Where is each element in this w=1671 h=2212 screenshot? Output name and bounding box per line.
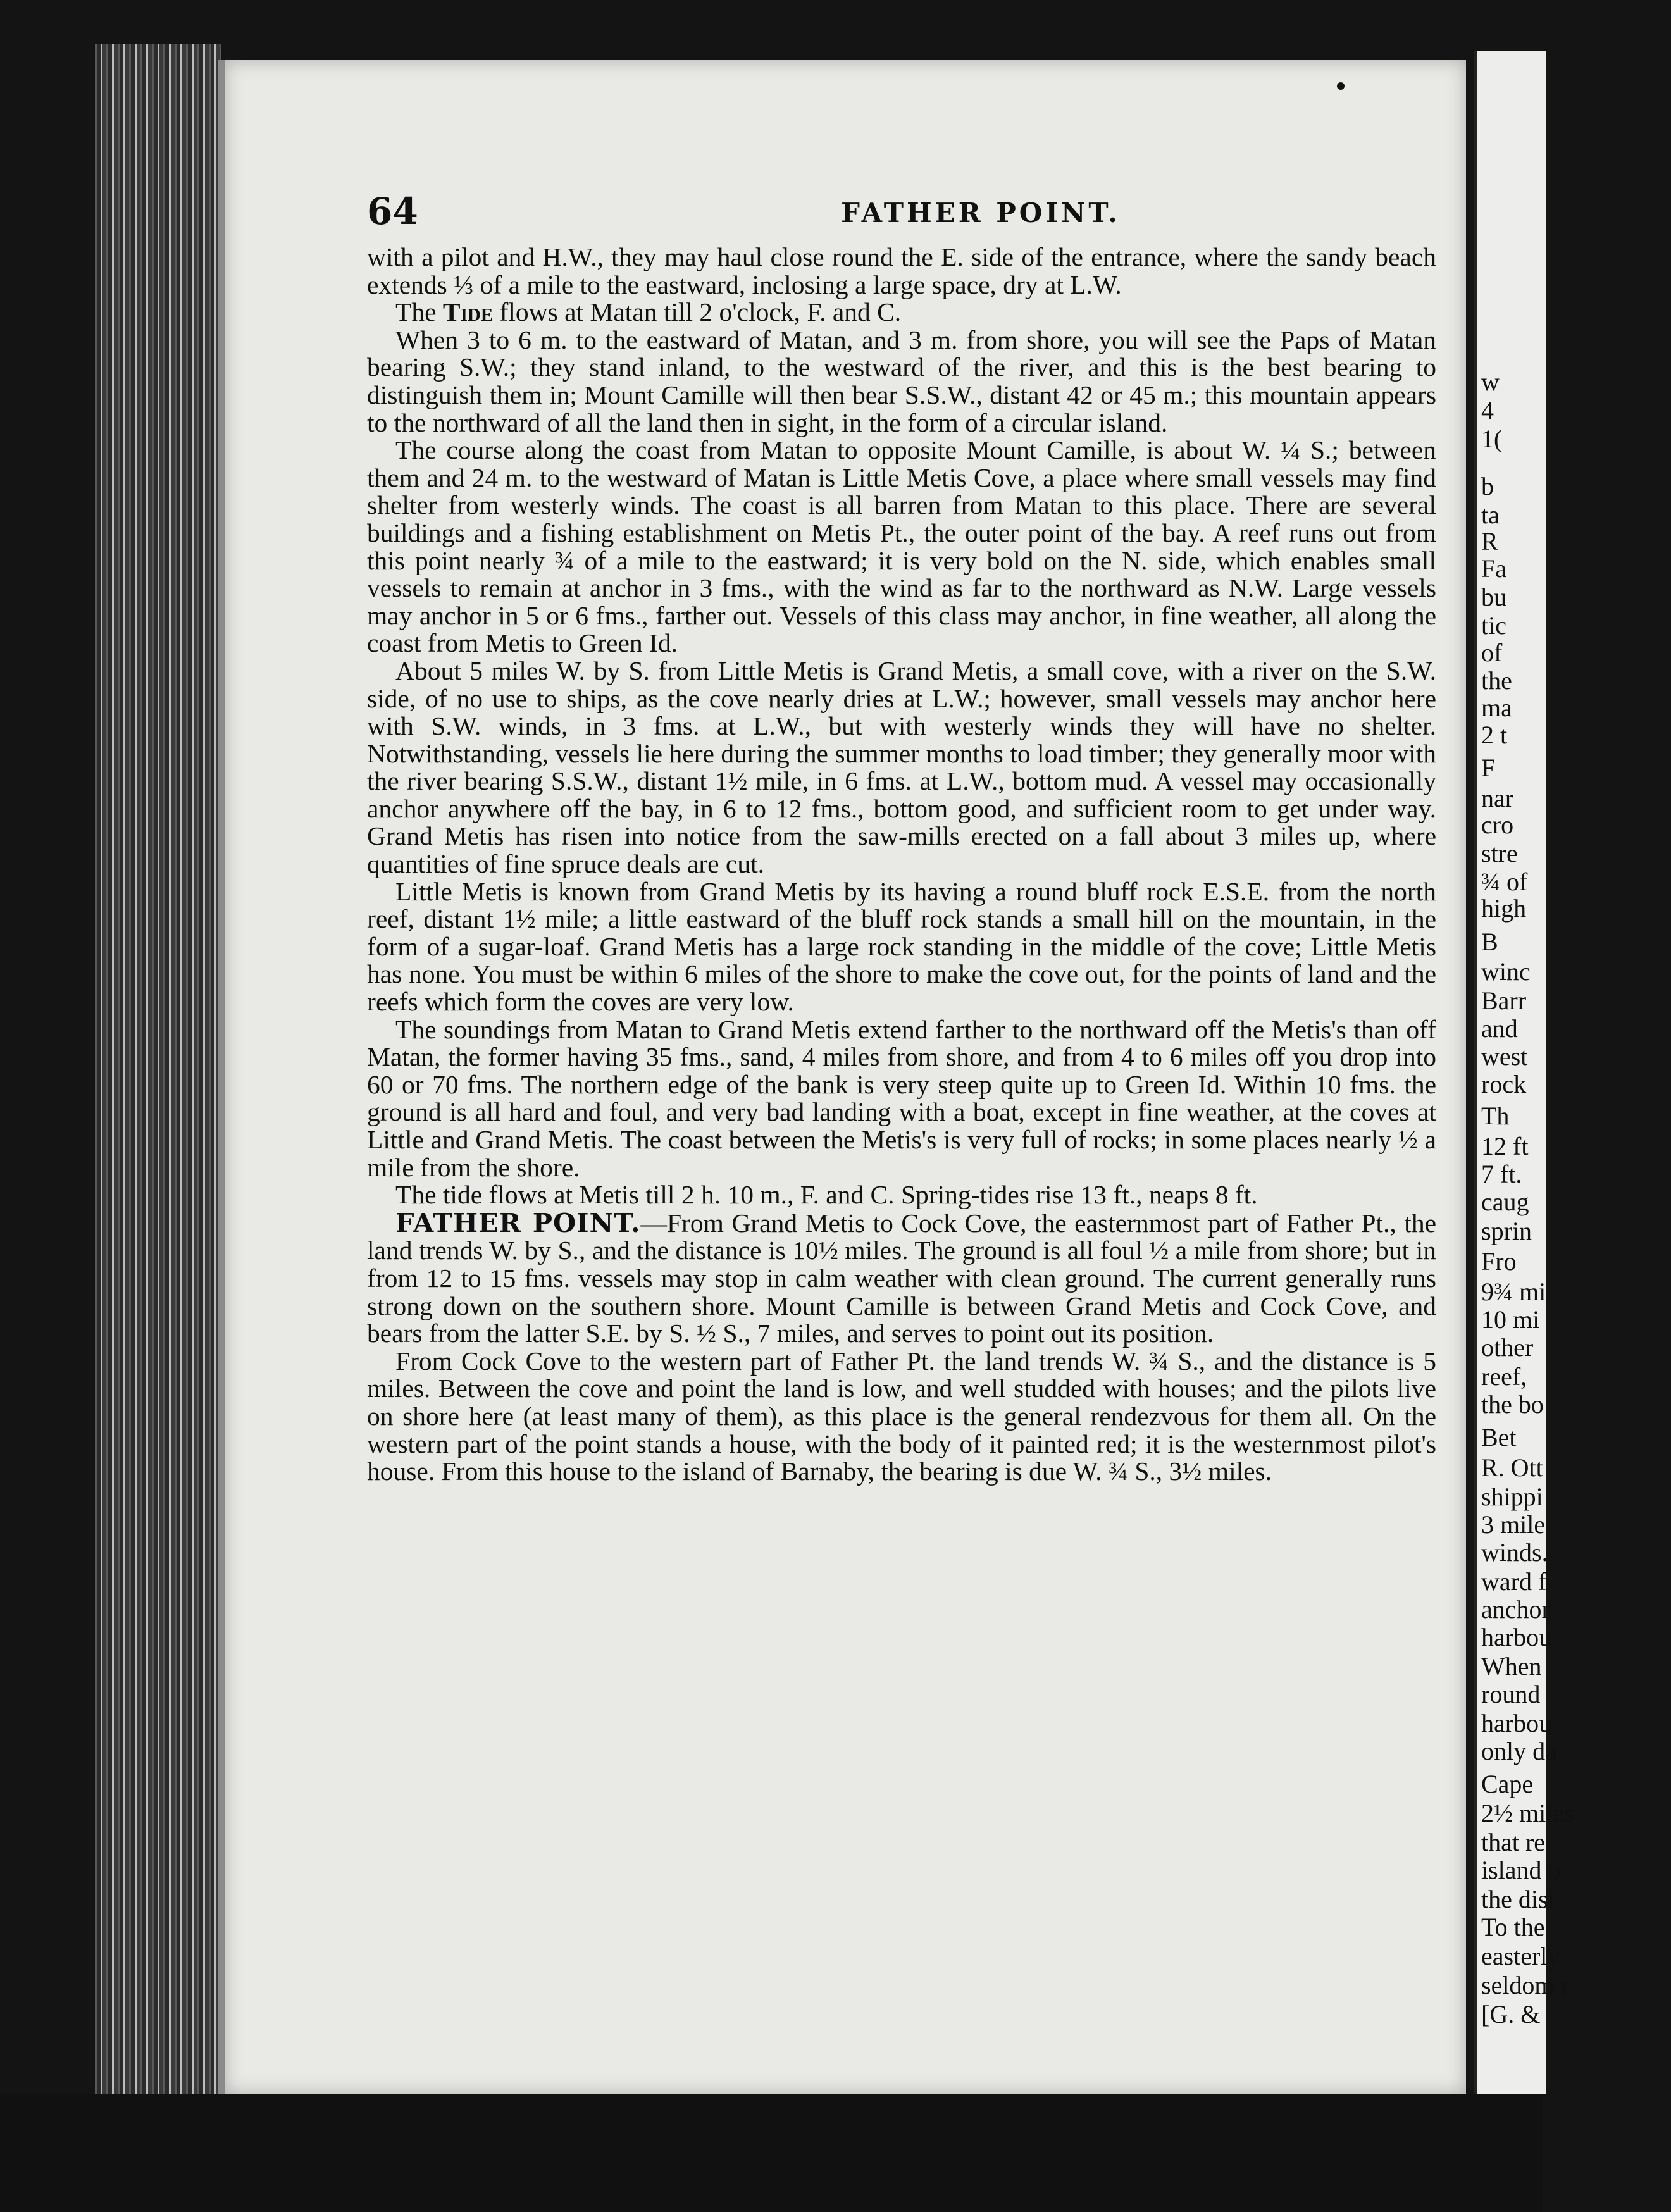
running-head: FATHER POINT.: [841, 197, 1121, 228]
facing-page-line: the dist: [1481, 1885, 1555, 1913]
facing-page-line: ¾ of: [1481, 867, 1528, 896]
facing-page-line: Cape: [1481, 1770, 1534, 1798]
facing-page-line: high: [1481, 894, 1527, 923]
facing-page-line: Bet: [1481, 1423, 1517, 1451]
tide-word: Tide: [442, 297, 494, 327]
facing-page-line: island o: [1481, 1856, 1561, 1884]
facing-page-line: bu: [1481, 583, 1506, 611]
page-header: [367, 190, 1430, 234]
facing-page-line: F: [1481, 754, 1496, 782]
scan-background: [0, 2094, 1543, 2212]
facing-page-line: ward f: [1481, 1567, 1547, 1596]
facing-page-line: 9¾ mi: [1481, 1277, 1546, 1306]
facing-page-line: B: [1481, 928, 1498, 956]
facing-page-line: 2 t: [1481, 721, 1508, 749]
book-page-edges: [95, 44, 221, 2094]
ink-speck: [1337, 82, 1345, 90]
facing-page-line: Barr: [1481, 986, 1527, 1015]
body-text: [367, 244, 1436, 1486]
facing-page-line: When: [1481, 1652, 1542, 1681]
section-heading: FATHER POINT.: [395, 1207, 641, 1238]
book-page: [218, 60, 1466, 2094]
facing-page-line: Th: [1481, 1102, 1510, 1130]
paragraph: Little Metis is known from Grand Metis by its having a round bluff rock E.S.E. from the north reef, distant 1½ mile; a little eastward of the bluff rock stands a small hill on the mountain, in the form of a sugar-loaf. Grand Metis has a large rock standing in the middle of the cove; Little Metis has none. You must be within 6 miles of the shore to make the cove out, for the points of land and the reefs which form the coves are very low.: [367, 876, 1436, 1017]
facing-page-line: of: [1481, 638, 1503, 667]
paragraph: From Cock Cove to the western part of Father Pt. the land trends W. ¾ S., and the distance is 5 miles. Between the cove and point the land is low, and well studded with houses; and the pilots live on shore here (at least many of them), as this place is the general rendezvous for them all. On the western part of the point stands a house, with the body of it painted red; it is the westernmost pilot's house. From this house to the island of Barnaby, the bearing is due W. ¾ S., 3½ miles.: [367, 1346, 1436, 1486]
facing-page-line: tic: [1481, 611, 1506, 640]
facing-page-line: only da: [1481, 1737, 1556, 1765]
facing-page-line: the bo: [1481, 1390, 1544, 1419]
facing-page-line: anchor: [1481, 1595, 1550, 1624]
paragraph: The course along the coast from Matan to opposite Mount Camille, is about W. ¼ S.; between them and 24 m. to the westward of Matan is Little Metis Cove, a place where small vessels may find shelter from westerly winds. The coast is all barren from Matan to this place. There are several buildings and a fishing establishment on Metis Pt., the outer point of the bay. A reef runs out from this point nearly ¾ of a mile to the eastward; it is very bold on the N. side, which enables small vessels to remain at anchor in 3 fms., with the wind as far to the northward as N.W. Large vessels may anchor in 5 or 6 fms., farther out. Vessels of this class may anchor, in fine weather, all along the coast from Metis to Green Id.: [367, 435, 1436, 658]
facing-page-line: winds.: [1481, 1538, 1548, 1567]
paragraph: When 3 to 6 m. to the eastward of Matan, and 3 m. from shore, you will see the Paps of Matan bearing S.W.; they stand inland, to the westward of the river, and this is the best bearing to distinguish them in; Mount Camille will then bear S.S.W., distant 42 or 45 m.; this mountain appears to the northward of all the land then in sight, in the form of a circular island.: [367, 325, 1436, 437]
facing-page-line: ta: [1481, 500, 1500, 529]
paragraph: with a pilot and H.W., they may haul close round the E. side of the entrance, where the sandy beach extends ⅓ of a mile to the eastward, inclosing a large space, dry at L.W.: [367, 242, 1436, 299]
paragraph: The tide flows at Metis till 2 h. 10 m., F. and C. Spring-tides rise 13 ft., neaps 8 ft.: [395, 1180, 1258, 1210]
facing-page-line: caug: [1481, 1188, 1529, 1216]
facing-page-line: round: [1481, 1680, 1541, 1708]
facing-page-line: and: [1481, 1014, 1518, 1043]
facing-page-line: harbou: [1481, 1709, 1552, 1737]
facing-page-line: west: [1481, 1042, 1528, 1071]
paragraph-tide: [367, 299, 1436, 326]
facing-page-line: b: [1481, 472, 1494, 500]
tide-text: The Tide flows at Matan till 2 o'clock, F. and C.: [395, 297, 902, 327]
facing-page-line: seldom r: [1481, 1971, 1569, 1999]
facing-page-line: 10 mi: [1481, 1305, 1540, 1334]
facing-page-line: w: [1481, 368, 1500, 396]
facing-page-line: ma: [1481, 693, 1512, 722]
page-number: 64: [367, 190, 418, 233]
facing-page-line: easterly: [1481, 1942, 1560, 1970]
facing-page-line: the: [1481, 666, 1512, 695]
facing-page-line: winc: [1481, 957, 1531, 986]
paragraph: The soundings from Matan to Grand Metis extend farther to the northward off the Metis's than off Matan, the former having 35 fms., sand, 4 miles from shore, and from 4 to 6 miles off you drop into 60 or 70 fms. The northern edge of the bank is very steep quite up to Green Id. Within 10 fms. the ground is all hard and foul, and very bad landing with a boat, except in fine weather, at the coves at Little and Grand Metis. The coast between the Metis's is very full of rocks; in some places nearly ½ a mile from the shore.: [367, 1014, 1436, 1182]
facing-page-line: 12 ft: [1481, 1132, 1529, 1160]
facing-page-line: Fro: [1481, 1247, 1517, 1276]
facing-page-line: nar: [1481, 784, 1514, 812]
section-text: From Grand Metis to Cock Cove, the easternmost part of Father Pt., the land trends W. by S., and the distance is 10½ miles. The ground is all foul ½ a mile from shore; but in from 12 to 15 fms. vessels may stop in calm weather with clean ground. The current generally runs strong down on the southern shore. Mount Camille is between Grand Metis and Cock Cove, and bears from the latter S.E. by S. ½ S., 7 miles, and serves to point out its position.: [367, 1208, 1436, 1348]
paragraph: About 5 miles W. by S. from Little Metis is Grand Metis, a small cove, with a river on the S.W. side, of no use to ships, as the cove nearly dries at L.W.; however, small vessels may anchor here with S.W. winds, in 3 fms. at L.W., but with westerly winds they will have no shelter. Notwithstanding, vessels lie here during the summer months to load timber; they generally moor with the river bearing S.S.W., distant 1½ mile, in 6 fms. at L.W., bottom mud. A vessel may occasionally anchor anywhere off the bay, in 6 to 12 fms., bottom good, and sufficient room to get under way. Grand Metis has risen into notice from the saw-mills erected on a fall about 3 miles up, where quantities of fine spruce deals are cut.: [367, 656, 1436, 879]
facing-page-line: sprin: [1481, 1217, 1532, 1245]
facing-page-line: 1(: [1481, 425, 1503, 453]
paragraph-father-point: FATHER POINT.—From Grand Metis to Cock Cove, the easternmost part of Father Pt., the land trends W. by S., and the distance is 10½ miles. The ground is all foul ½ a mile from shore; but in from 12 to 15 fms. vessels may stop in calm weather with clean ground. The current generally runs strong down on the southern shore. Mount Camille is between Grand Metis and Cock Cove, and bears from the latter S.E. by S. ½ S., 7 miles, and serves to point out its position.: [367, 1207, 1436, 1348]
facing-page-line: other: [1481, 1333, 1534, 1362]
facing-page-line: harbou: [1481, 1623, 1552, 1651]
facing-page-line: reef,: [1481, 1362, 1527, 1391]
facing-page-line: Fa: [1481, 554, 1506, 583]
facing-page-line: 4: [1481, 396, 1494, 425]
facing-page-line: rock: [1481, 1070, 1527, 1098]
facing-page-line: 3 mile: [1481, 1510, 1546, 1539]
facing-page-fragment: [1474, 51, 1574, 2094]
facing-page-line: 2½ miles: [1481, 1799, 1574, 1827]
facing-page-line: To the: [1481, 1913, 1545, 1941]
facing-page-line: R: [1481, 527, 1498, 556]
facing-page-line: 7 ft.: [1481, 1160, 1522, 1188]
facing-page-line: stre: [1481, 839, 1518, 867]
facing-page-line: shippi: [1481, 1482, 1543, 1511]
facing-page-line: R. Ott: [1481, 1453, 1543, 1482]
facing-page-line: cro: [1481, 811, 1514, 839]
facing-page-line: [G. &: [1481, 2000, 1541, 2029]
facing-page-line: that re: [1481, 1828, 1546, 1856]
